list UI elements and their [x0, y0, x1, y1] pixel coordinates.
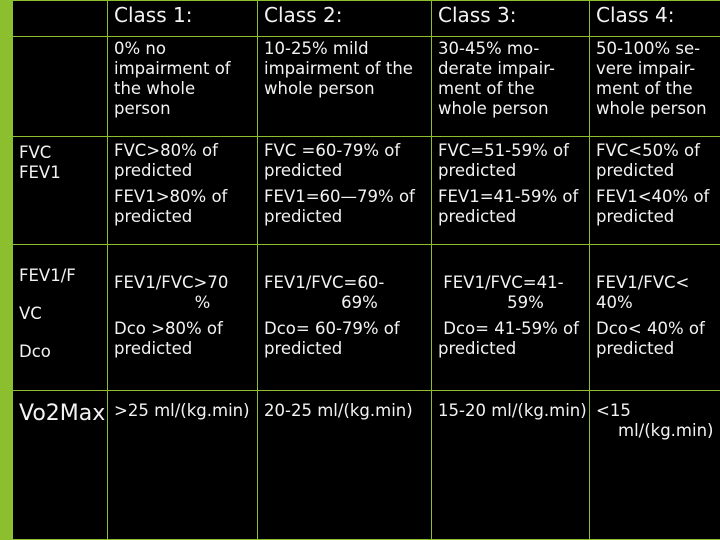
fvc-class-1	[108, 137, 258, 245]
cell-text: predicted	[264, 339, 343, 358]
ratio-class-3	[432, 245, 590, 391]
cell-text: whole person	[438, 99, 549, 118]
row-label-text: FEV1/F	[19, 266, 76, 285]
cell-text: FVC<50% of	[596, 141, 700, 160]
cell-text: the whole	[114, 79, 196, 98]
vo2-class-2: 20-25 ml/(kg.min)	[258, 391, 432, 540]
impairment-row-label	[13, 37, 108, 137]
fvc-class-2	[258, 137, 432, 245]
impairment-class-3	[432, 37, 590, 137]
impairment-class-1	[108, 37, 258, 137]
impairment-class-4	[590, 37, 720, 137]
cell-text: FEV1=60—79% of	[264, 187, 415, 206]
cell-text: FEV1/FVC<	[596, 273, 690, 292]
cell-text: ment of the	[596, 79, 693, 98]
cell-text: FEV1=41-59% of	[438, 187, 579, 206]
cell-text: predicted	[596, 161, 675, 180]
header-class-1: Class 1:	[108, 1, 258, 37]
cell-text: FVC>80% of	[114, 141, 218, 160]
cell-text: impairment of	[114, 59, 231, 78]
ratio-class-2	[258, 245, 432, 391]
fev1-fvc-dco-row	[13, 245, 720, 391]
left-accent-stripe	[0, 0, 12, 540]
vo2-class-4	[590, 391, 720, 540]
corner-cell	[13, 1, 108, 37]
cell-text: 40%	[596, 293, 633, 312]
header-class-2: Class 2:	[258, 1, 432, 37]
cell-text: predicted	[114, 339, 193, 358]
cell-text: predicted	[596, 207, 675, 226]
cell-text: derate impair-	[438, 59, 555, 78]
cell-text: Dco= 60-79% of	[264, 319, 400, 338]
cell-text: FVC=51-59% of	[438, 141, 569, 160]
cell-text: Dco< 40% of	[596, 319, 705, 338]
row-label-text: FEV1	[19, 163, 61, 182]
cell-text: vere impair-	[596, 59, 696, 78]
cell-text: ment of the	[438, 79, 535, 98]
cell-text: predicted	[114, 161, 193, 180]
cell-text: FEV1>80% of	[114, 187, 228, 206]
cell-text: predicted	[438, 207, 517, 226]
vo2max-row	[13, 391, 720, 540]
fvc-fev1-row	[13, 137, 720, 245]
cell-text: predicted	[114, 207, 193, 226]
row-label-text: VC	[19, 304, 42, 323]
cell-text: <15	[596, 401, 631, 420]
vo2-class-1: >25 ml/(kg.min)	[108, 391, 258, 540]
ratio-class-1	[108, 245, 258, 391]
cell-text: predicted	[438, 161, 517, 180]
cell-text: 0% no	[114, 39, 166, 58]
cell-text: impairment of the	[264, 59, 413, 78]
vo2-class-3: 15-20 ml/(kg.min)	[432, 391, 590, 540]
cell-text: 50-100% se-	[596, 39, 701, 58]
row-label-text: Dco	[19, 342, 51, 361]
cell-text: 30-45% mo-	[438, 39, 540, 58]
cell-text: FEV1/FVC=60-	[264, 273, 385, 292]
cell-text: ml/(kg.min)	[618, 421, 714, 440]
cell-text: predicted	[264, 161, 343, 180]
impairment-class-table	[12, 0, 720, 540]
cell-text: 10-25% mild	[264, 39, 369, 58]
cell-text: Dco= 41-59% of	[438, 319, 579, 338]
cell-text: whole person	[596, 99, 707, 118]
fvc-class-3	[432, 137, 590, 245]
impairment-row	[13, 37, 720, 137]
cell-text: predicted	[596, 339, 675, 358]
row-label-text: FVC	[19, 143, 52, 162]
cell-text: %	[194, 293, 211, 312]
cell-text: 59%	[507, 293, 544, 312]
cell-text: FEV1<40% of	[596, 187, 710, 206]
cell-text: FVC =60-79% of	[264, 141, 401, 160]
impairment-class-2	[258, 37, 432, 137]
fvc-class-4	[590, 137, 720, 245]
ratio-class-4	[590, 245, 720, 391]
vo2max-row-label: Vo2Max	[13, 391, 108, 540]
cell-text: whole person	[264, 79, 375, 98]
table-header-row	[13, 1, 720, 37]
cell-text: person	[114, 99, 171, 118]
cell-text: FEV1/FVC=41-	[438, 273, 564, 292]
cell-text: Dco >80% of	[114, 319, 223, 338]
cell-text: predicted	[438, 339, 517, 358]
cell-text: FEV1/FVC>70	[114, 273, 229, 292]
header-class-4: Class 4:	[590, 1, 720, 37]
fvc-fev1-row-label	[13, 137, 108, 245]
fev1-fvc-dco-row-label	[13, 245, 108, 391]
cell-text: 69%	[341, 293, 378, 312]
cell-text: predicted	[264, 207, 343, 226]
header-class-3: Class 3:	[432, 1, 590, 37]
